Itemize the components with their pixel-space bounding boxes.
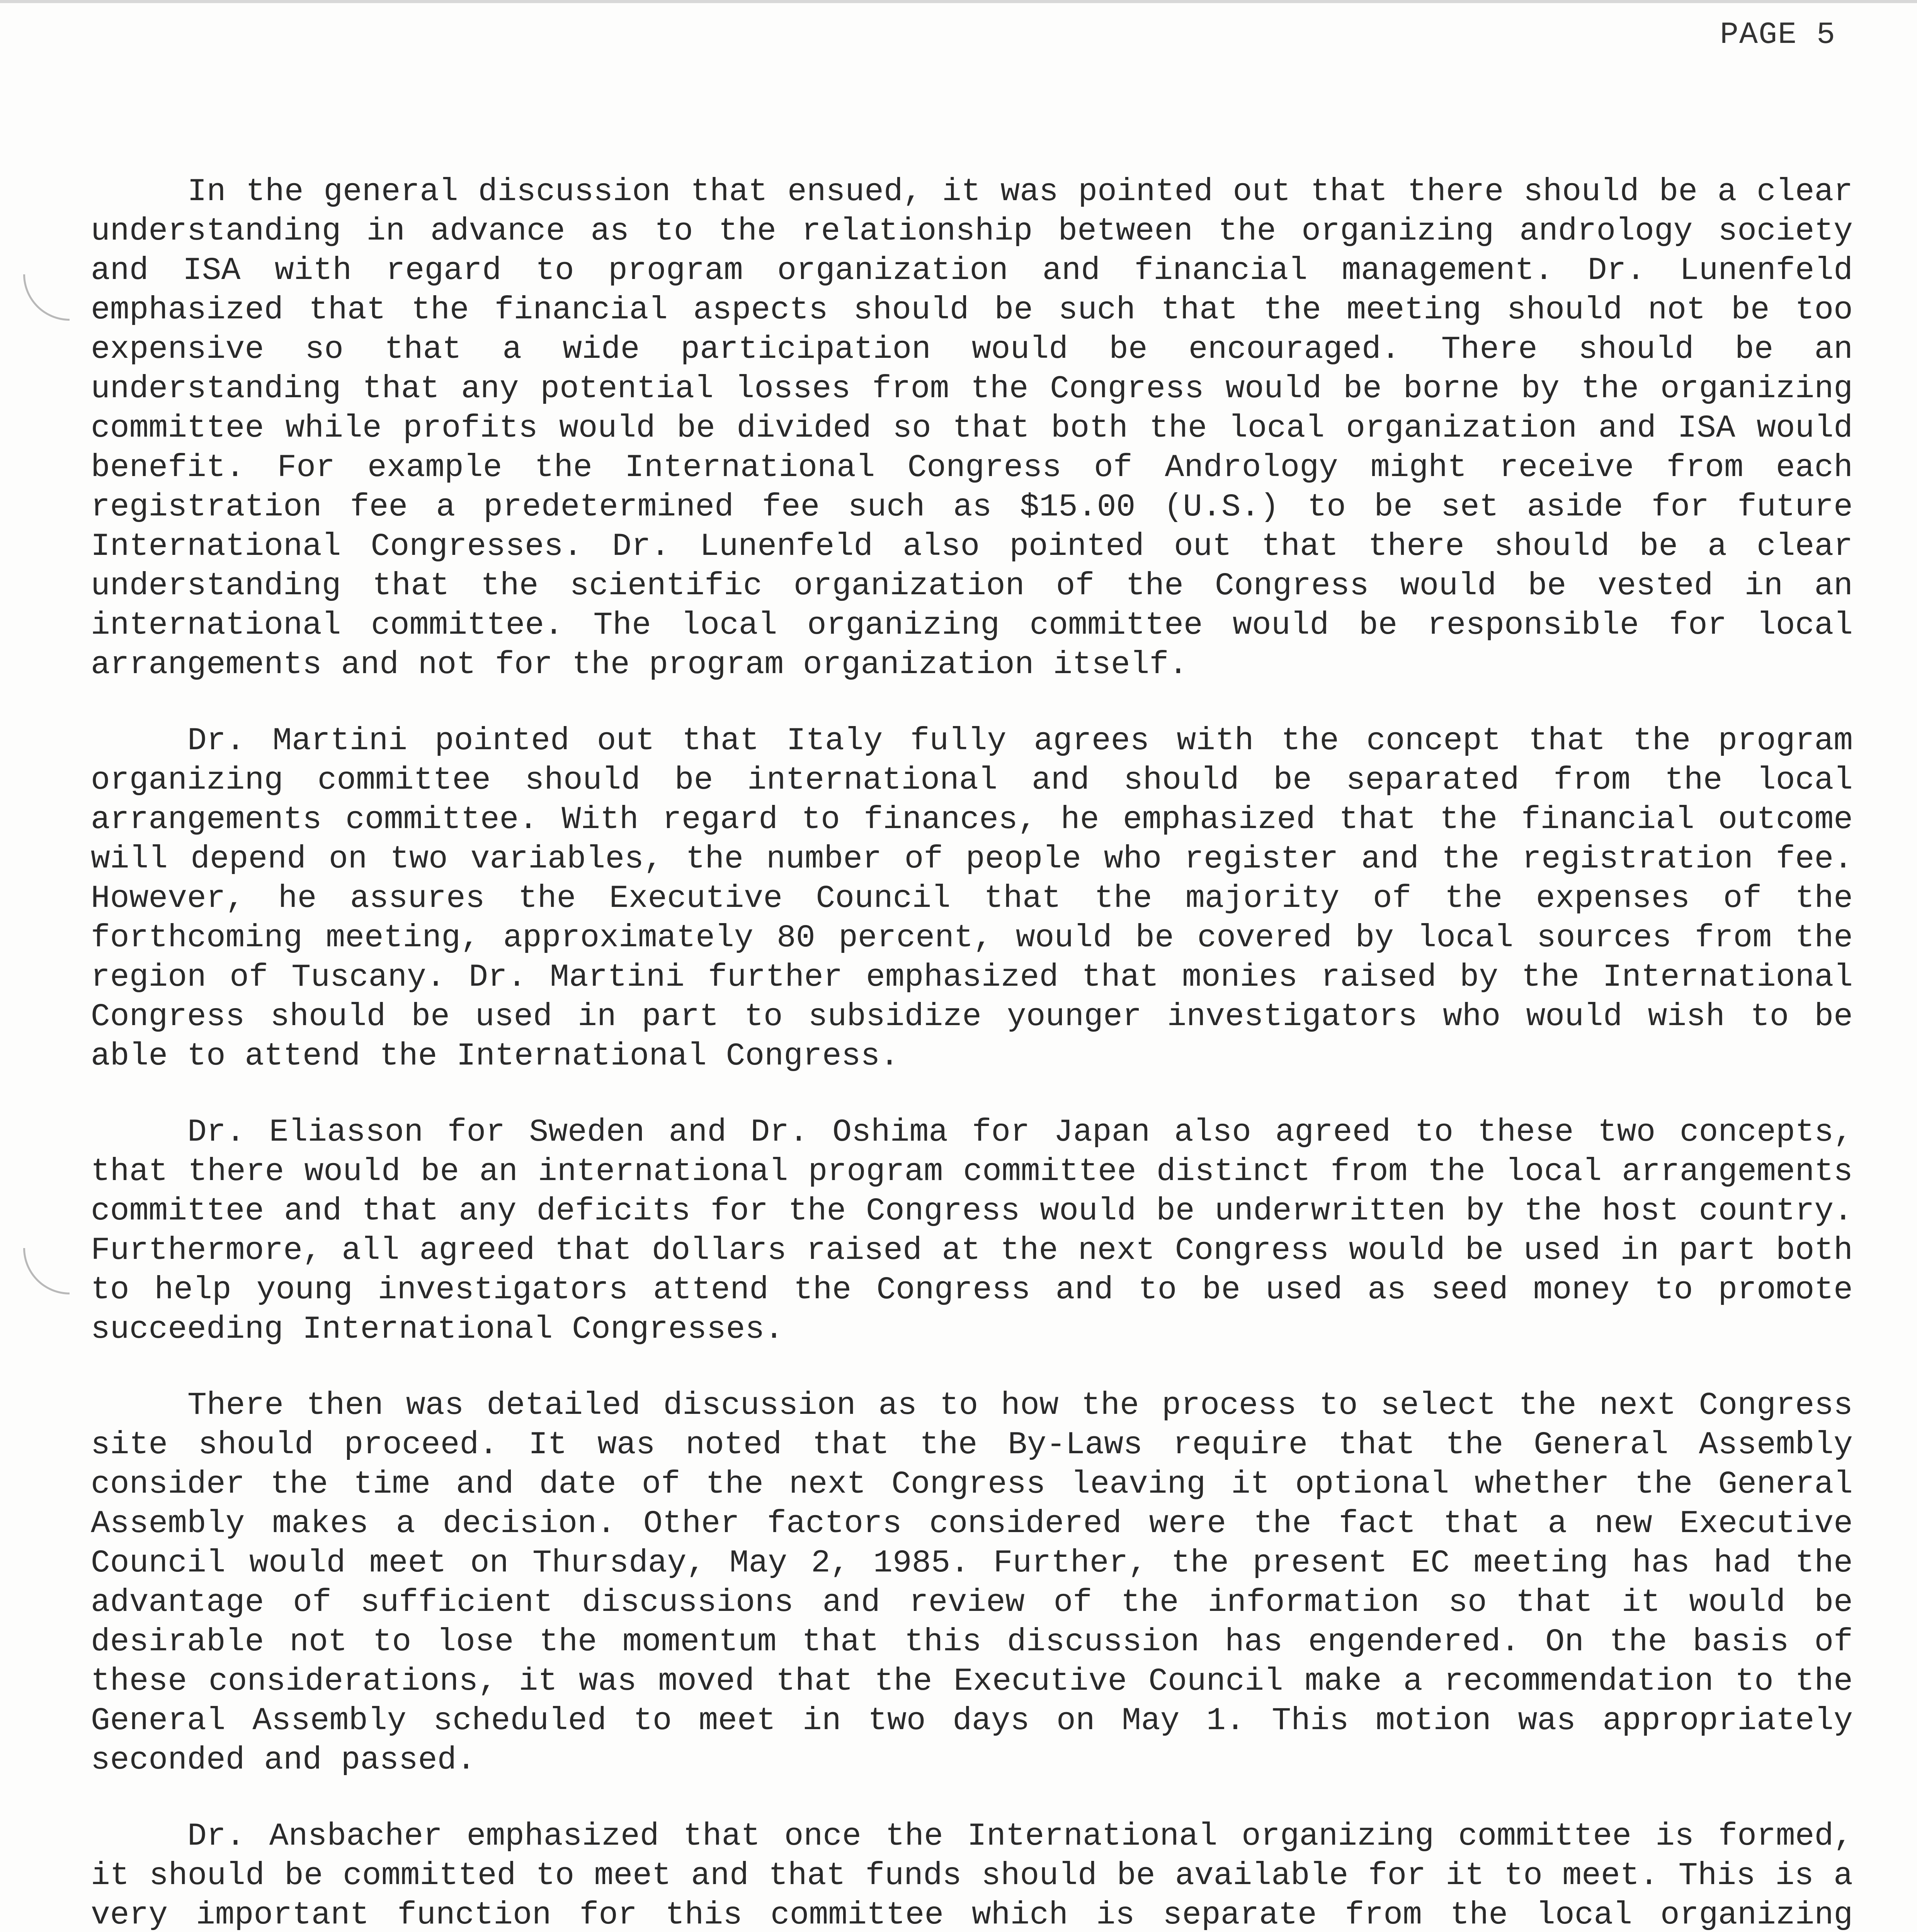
paragraph-general-discussion: In the general discussion that ensued, it was pointed out that there should be a clear understanding in advance as to the relationship between the organizing andrology society and ISA with regard to program organization and financial management. Dr. Lunenfeld emphasized that the financial aspects should be such that the meeting should not be too expensive so that a wide participation would be encouraged. There should be an understanding that any potential losses from the Congress would be borne by the organizing committee while profits would be divided so that both the local organization and ISA would benefit. For example the International Congress of Andrology might receive from each registration fee a predetermined fee such as $15.00 (U.S.) to be set aside for future International Congresses. Dr. Lunenfeld also pointed out that there should be a clear understanding that the scientific organization of the Congress would be vested in an international committee. The local organizing committee would be responsible for local arrangements and not for the program organization itself.: [91, 173, 1853, 683]
page-number: PAGE 5: [1720, 17, 1836, 53]
punch-hole-mark: [23, 1248, 70, 1294]
paragraph-eliasson-oshima: Dr. Eliasson for Sweden and Dr. Oshima for Japan also agreed to these two concepts, that there would be an international program committee distinct from the local arrangements committee and that any deficits for the Congress would be underwritten by the host country. Furthermore, all agreed that dollars raised at the next Congress would be used in part both to help young investigators attend the Congress and to be used as seed money to promote succeeding International Congresses.: [91, 1114, 1853, 1347]
document-body: [91, 172, 1853, 1932]
paragraph-martini: Dr. Martini pointed out that Italy fully agrees with the concept that the program organizing committee should be international and should be separated from the local arrangements committee. With regard to finances, he emphasized that the financial outcome will depend on two variables, the number of people who register and the registration fee. However, he assures the Executive Council that the majority of the expenses of the forthcoming meeting, approximately 80 percent, would be covered by local sources from the region of Tuscany. Dr. Martini further emphasized that monies raised by the International Congress should be used in part to subsidize younger investigators who would wish to be able to attend the International Congress.: [91, 723, 1853, 1074]
punch-hole-mark: [23, 274, 70, 321]
paragraph-site-selection: There then was detailed discussion as to how the process to select the next Congress site should proceed. It was noted that the By-Laws require that the General Assembly consider the time and date of the next Congress leaving it optional whether the General Assembly makes a decision. Other factors considered were the fact that a new Executive Council would meet on Thursday, May 2, 1985. Further, the present EC meeting has had the advantage of sufficient discussions and review of the information so that it would be desirable not to lose the momentum that this discussion has engendered. On the basis of these considerations, it was moved that the Executive Council make a recommendation to the General Assembly scheduled to meet in two days on May 1. This motion was appropriately seconded and passed.: [91, 1387, 1853, 1778]
page-top-edge: [0, 0, 1917, 3]
paragraph-ansbacher: Dr. Ansbacher emphasized that once the International organizing committee is formed, it should be committed to meet and that funds should be available for it to meet. This is a very important function for this committee which is separate from the local organizing: [91, 1818, 1853, 1932]
